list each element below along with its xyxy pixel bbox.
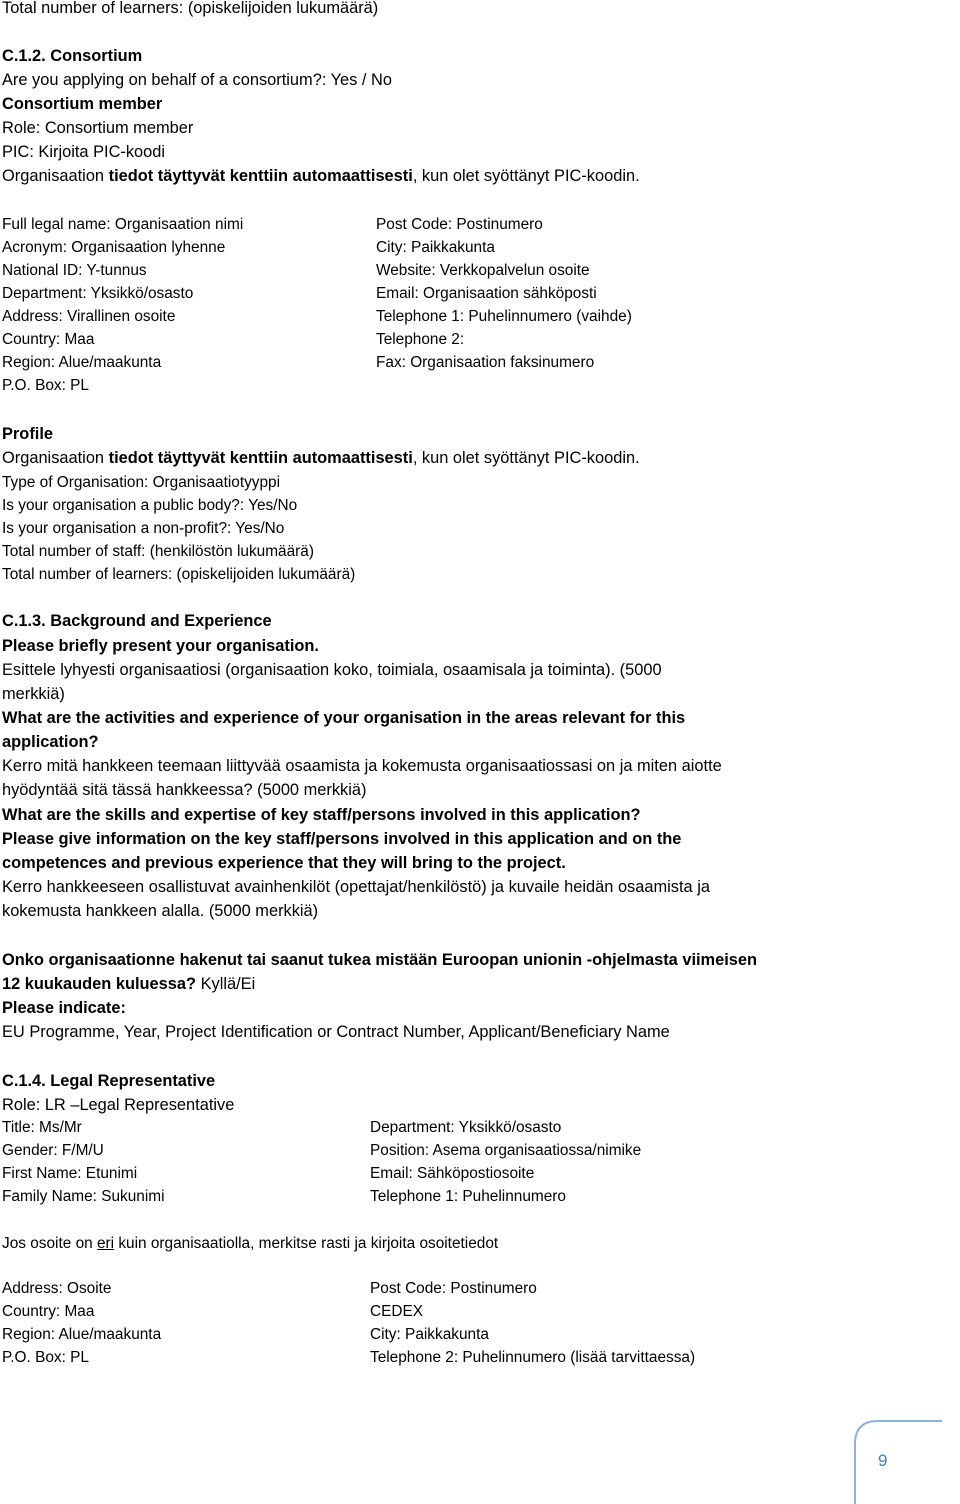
profile-heading: Profile (2, 425, 54, 443)
consortium-member-heading: Consortium member (2, 95, 163, 113)
legal-rep-address-right: City: Paikkakunta (370, 1326, 489, 1343)
page-badge-frame (855, 1421, 942, 1504)
legal-rep-address-left: Region: Alue/maakunta (2, 1326, 162, 1343)
consortium-auto-fill-note (2, 166, 640, 186)
learners-count-line: Total number of learners: (opiskelijoiden lukumäärä) (2, 0, 379, 17)
background-answer-1-cont: merkkiä) (2, 685, 65, 703)
page-number: 9 (878, 1451, 888, 1470)
background-answer-4: Kerro hankkeeseen osallistuvat avainhenkilöt (opettajat/henkilöstö) ja kuvaile heidän osaamista ja (2, 878, 710, 896)
legal-rep-field-right: Position: Asema organisaatiossa/nimike (370, 1142, 642, 1159)
different-address-note (2, 1234, 498, 1254)
org-field-left: Region: Alue/maakunta (2, 354, 162, 371)
background-question-2: What are the activities and experience of your organisation in the areas relevant for this (2, 709, 686, 727)
auto-fill-text-a: Organisaation (2, 167, 109, 185)
legal-rep-address-left: Country: Maa (2, 1303, 95, 1320)
profile-type: Type of Organisation: Organisaatiotyyppi (2, 474, 281, 491)
profile-public-body: Is your organisation a public body?: Yes/No (2, 497, 298, 514)
consortium-pic: PIC: Kirjoita PIC-koodi (2, 143, 166, 161)
eu-funding-question-cont (2, 974, 255, 994)
profile-non-profit: Is your organisation a non-profit?: Yes/No (2, 520, 285, 537)
legal-rep-address-right: CEDEX (370, 1303, 424, 1320)
background-heading: C.1.3. Background and Experience (2, 612, 272, 630)
consortium-role: Role: Consortium member (2, 119, 194, 137)
org-field-right: Telephone 2: (376, 331, 465, 348)
legal-rep-address-right: Telephone 2: Puhelinnumero (lisää tarvittaessa) (370, 1349, 696, 1366)
background-answer-2-cont: hyödyntää sitä tässä hankkeessa? (5000 merkkiä) (2, 781, 367, 799)
background-question-3: What are the skills and expertise of key staff/persons involved in this application? (2, 806, 641, 824)
legal-rep-field-left: First Name: Etunimi (2, 1165, 138, 1182)
org-field-right: Post Code: Postinumero (376, 216, 543, 233)
auto-fill-text-c: , kun olet syöttänyt PIC-koodin. (412, 167, 640, 185)
eu-funding-answer: Kyllä/Ei (196, 975, 256, 993)
background-answer-4-cont: kokemusta hankkeen alalla. (5000 merkkiä) (2, 902, 319, 920)
legal-rep-address-left: P.O. Box: PL (2, 1349, 89, 1366)
background-question-4: Please give information on the key staff/persons involved in this application and on the (2, 830, 682, 848)
auto-fill-text-a: Organisaation (2, 449, 109, 467)
org-field-right: City: Paikkakunta (376, 239, 495, 256)
legal-rep-role: Role: LR –Legal Representative (2, 1096, 235, 1114)
background-question-2-cont: application? (2, 733, 99, 751)
legal-rep-field-left: Family Name: Sukunimi (2, 1188, 165, 1205)
note-text-c: kuin organisaatiolla, merkitse rasti ja kirjoita osoitetiedot (114, 1235, 499, 1252)
legal-rep-field-right: Department: Yksikkö/osasto (370, 1119, 562, 1136)
org-field-right: Website: Verkkopalvelun osoite (376, 262, 590, 279)
legal-rep-field-right: Email: Sähköpostiosoite (370, 1165, 535, 1182)
legal-rep-heading: C.1.4. Legal Representative (2, 1072, 216, 1090)
org-field-left: National ID: Y-tunnus (2, 262, 147, 279)
eu-funding-question-bold: 12 kuukauden kuluessa? (2, 975, 197, 993)
eu-funding-question: Onko organisaationne hakenut tai saanut tukea mistään Euroopan unionin -ohjelmasta viimeisen (2, 951, 758, 969)
auto-fill-text-bold: tiedot täyttyvät kenttiin automaattisesti (108, 449, 413, 467)
org-field-right: Fax: Organisaation faksinumero (376, 354, 595, 371)
legal-rep-address-left: Address: Osoite (2, 1280, 112, 1297)
legal-rep-address-right: Post Code: Postinumero (370, 1280, 537, 1297)
auto-fill-text-bold: tiedot täyttyvät kenttiin automaattisesti (108, 167, 413, 185)
legal-rep-field-left: Title: Ms/Mr (2, 1119, 82, 1136)
org-field-left: P.O. Box: PL (2, 377, 89, 394)
org-field-left: Department: Yksikkö/osasto (2, 285, 194, 302)
legal-rep-field-right: Telephone 1: Puhelinnumero (370, 1188, 566, 1205)
note-text-a: Jos osoite on (2, 1235, 97, 1252)
profile-learners-count: Total number of learners: (opiskelijoiden lukumäärä) (2, 566, 356, 583)
page-number-badge (852, 1418, 942, 1504)
org-field-right: Telephone 1: Puhelinnumero (vaihde) (376, 308, 632, 325)
org-field-left: Country: Maa (2, 331, 95, 348)
please-indicate-label: Please indicate: (2, 999, 126, 1017)
background-answer-2: Kerro mitä hankkeen teemaan liittyvää osaamista ja kokemusta organisaatiossasi on ja miten aiotte (2, 757, 722, 775)
auto-fill-text-c: , kun olet syöttänyt PIC-koodin. (412, 449, 640, 467)
org-field-left: Acronym: Organisaation lyhenne (2, 239, 226, 256)
consortium-heading: C.1.2. Consortium (2, 47, 143, 65)
background-answer-1: Esittele lyhyesti organisaatiosi (organisaation koko, toimiala, osaamisala ja toiminta). (5000 (2, 661, 662, 679)
profile-auto-fill-note (2, 448, 640, 468)
legal-rep-field-left: Gender: F/M/U (2, 1142, 104, 1159)
org-field-left: Address: Virallinen osoite (2, 308, 176, 325)
background-question-1: Please briefly present your organisation. (2, 637, 319, 655)
profile-staff-count: Total number of staff: (henkilöstön lukumäärä) (2, 543, 314, 560)
org-field-right: Email: Organisaation sähköposti (376, 285, 597, 302)
background-question-4-cont: competences and previous experience that they will bring to the project. (2, 854, 566, 872)
please-indicate-fields: EU Programme, Year, Project Identification or Contract Number, Applicant/Beneficiary Name (2, 1023, 670, 1041)
note-text-underlined: eri (96, 1235, 115, 1252)
org-field-left: Full legal name: Organisaation nimi (2, 216, 244, 233)
consortium-question: Are you applying on behalf of a consortium?: Yes / No (2, 71, 392, 89)
